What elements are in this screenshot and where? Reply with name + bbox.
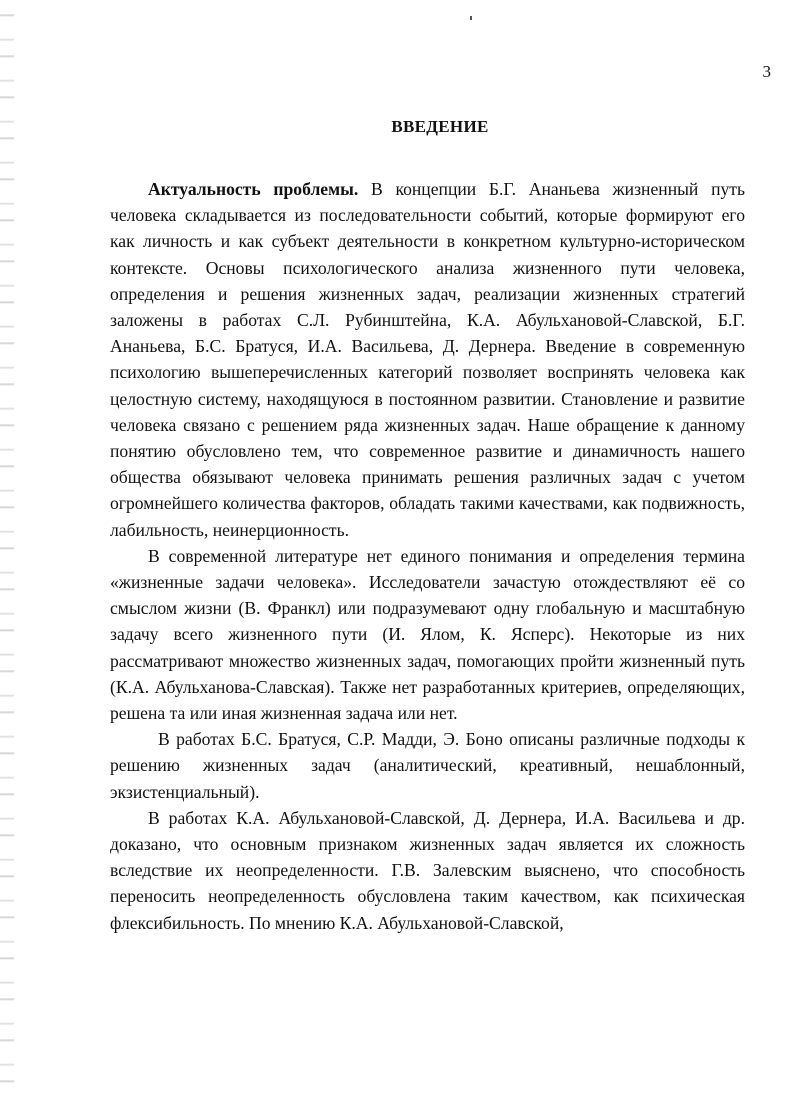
paragraph-approaches: В работах Б.С. Братуся, С.Р. Мадди, Э. Боно описаны различные подходы к решению жизненных задач (аналитический, креативный, нешаблонный, экзистенциальный). [110, 729, 745, 802]
paragraph-relevance [110, 176, 745, 543]
section-heading: ВВЕДЕНИЕ [391, 117, 489, 136]
page-number: 3 [762, 62, 771, 81]
body-text [110, 176, 745, 936]
paragraph-uncertainty: В работах К.А. Абульхановой-Славской, Д. Дернера, И.А. Васильева и др. доказано, что основным признаком жизненных задач является их сложность вследствие их неопределенности. Г.В. Залевским выяснено, что способность переносить неопределенность обусловлена таким качеством, как психическая флексибильность. По мнению К.А. Абульхановой-Славской, [110, 807, 745, 933]
scan-speck [470, 16, 472, 20]
paragraph-text: В концепции Б.Г. Ананьева жизненный путь человека складывается из последовательности событий, которые формируют его как личность и как субъект деятельности в конкретном культурно-историческом контексте. Основы психологического анализа жизненного пути человека, определения и решения жизненных задач, реализации жизненных стратегий заложены в работах С.Л. Рубинштейна, К.А. Абульхановой-Славской, Б.Г. Ананьева, Б.С. Братуся, И.А. Васильева, Д. Дернера. Введение в современную психологию вышеперечисленных категорий позволяет воспринять человека как целостную систему, находящуюся в постоянном развитии. Становление и развитие человека связано с решением ряда жизненных задач. Наше обращение к данному понятию обусловлено тем, что современное развитие и динамичность нашего общества обязывают человека принимать решения различных задач с учетом огромнейшего количества факторов, обладать такими качествами, как подвижность, лабильность, неинерционность. [110, 179, 745, 540]
scan-binding-edge [0, 0, 14, 1096]
paragraph-literature: В современной литературе нет единого понимания и определения термина «жизненные задачи человека». Исследователи зачастую отождествляют её со смыслом жизни (В. Франкл) или подразумевают одну глобальную и масштабную задачу всего жизненного пути (И. Ялом, К. Ясперс). Некоторые из них рассматривают множество жизненных задач, помогающих пройти жизненный путь (К.А. Абульханова-Славская). Также нет разработанных критериев, определяющих, решена та или иная жизненная задача или нет. [110, 545, 745, 724]
paragraph-lead: Актуальность проблемы. [148, 179, 359, 199]
